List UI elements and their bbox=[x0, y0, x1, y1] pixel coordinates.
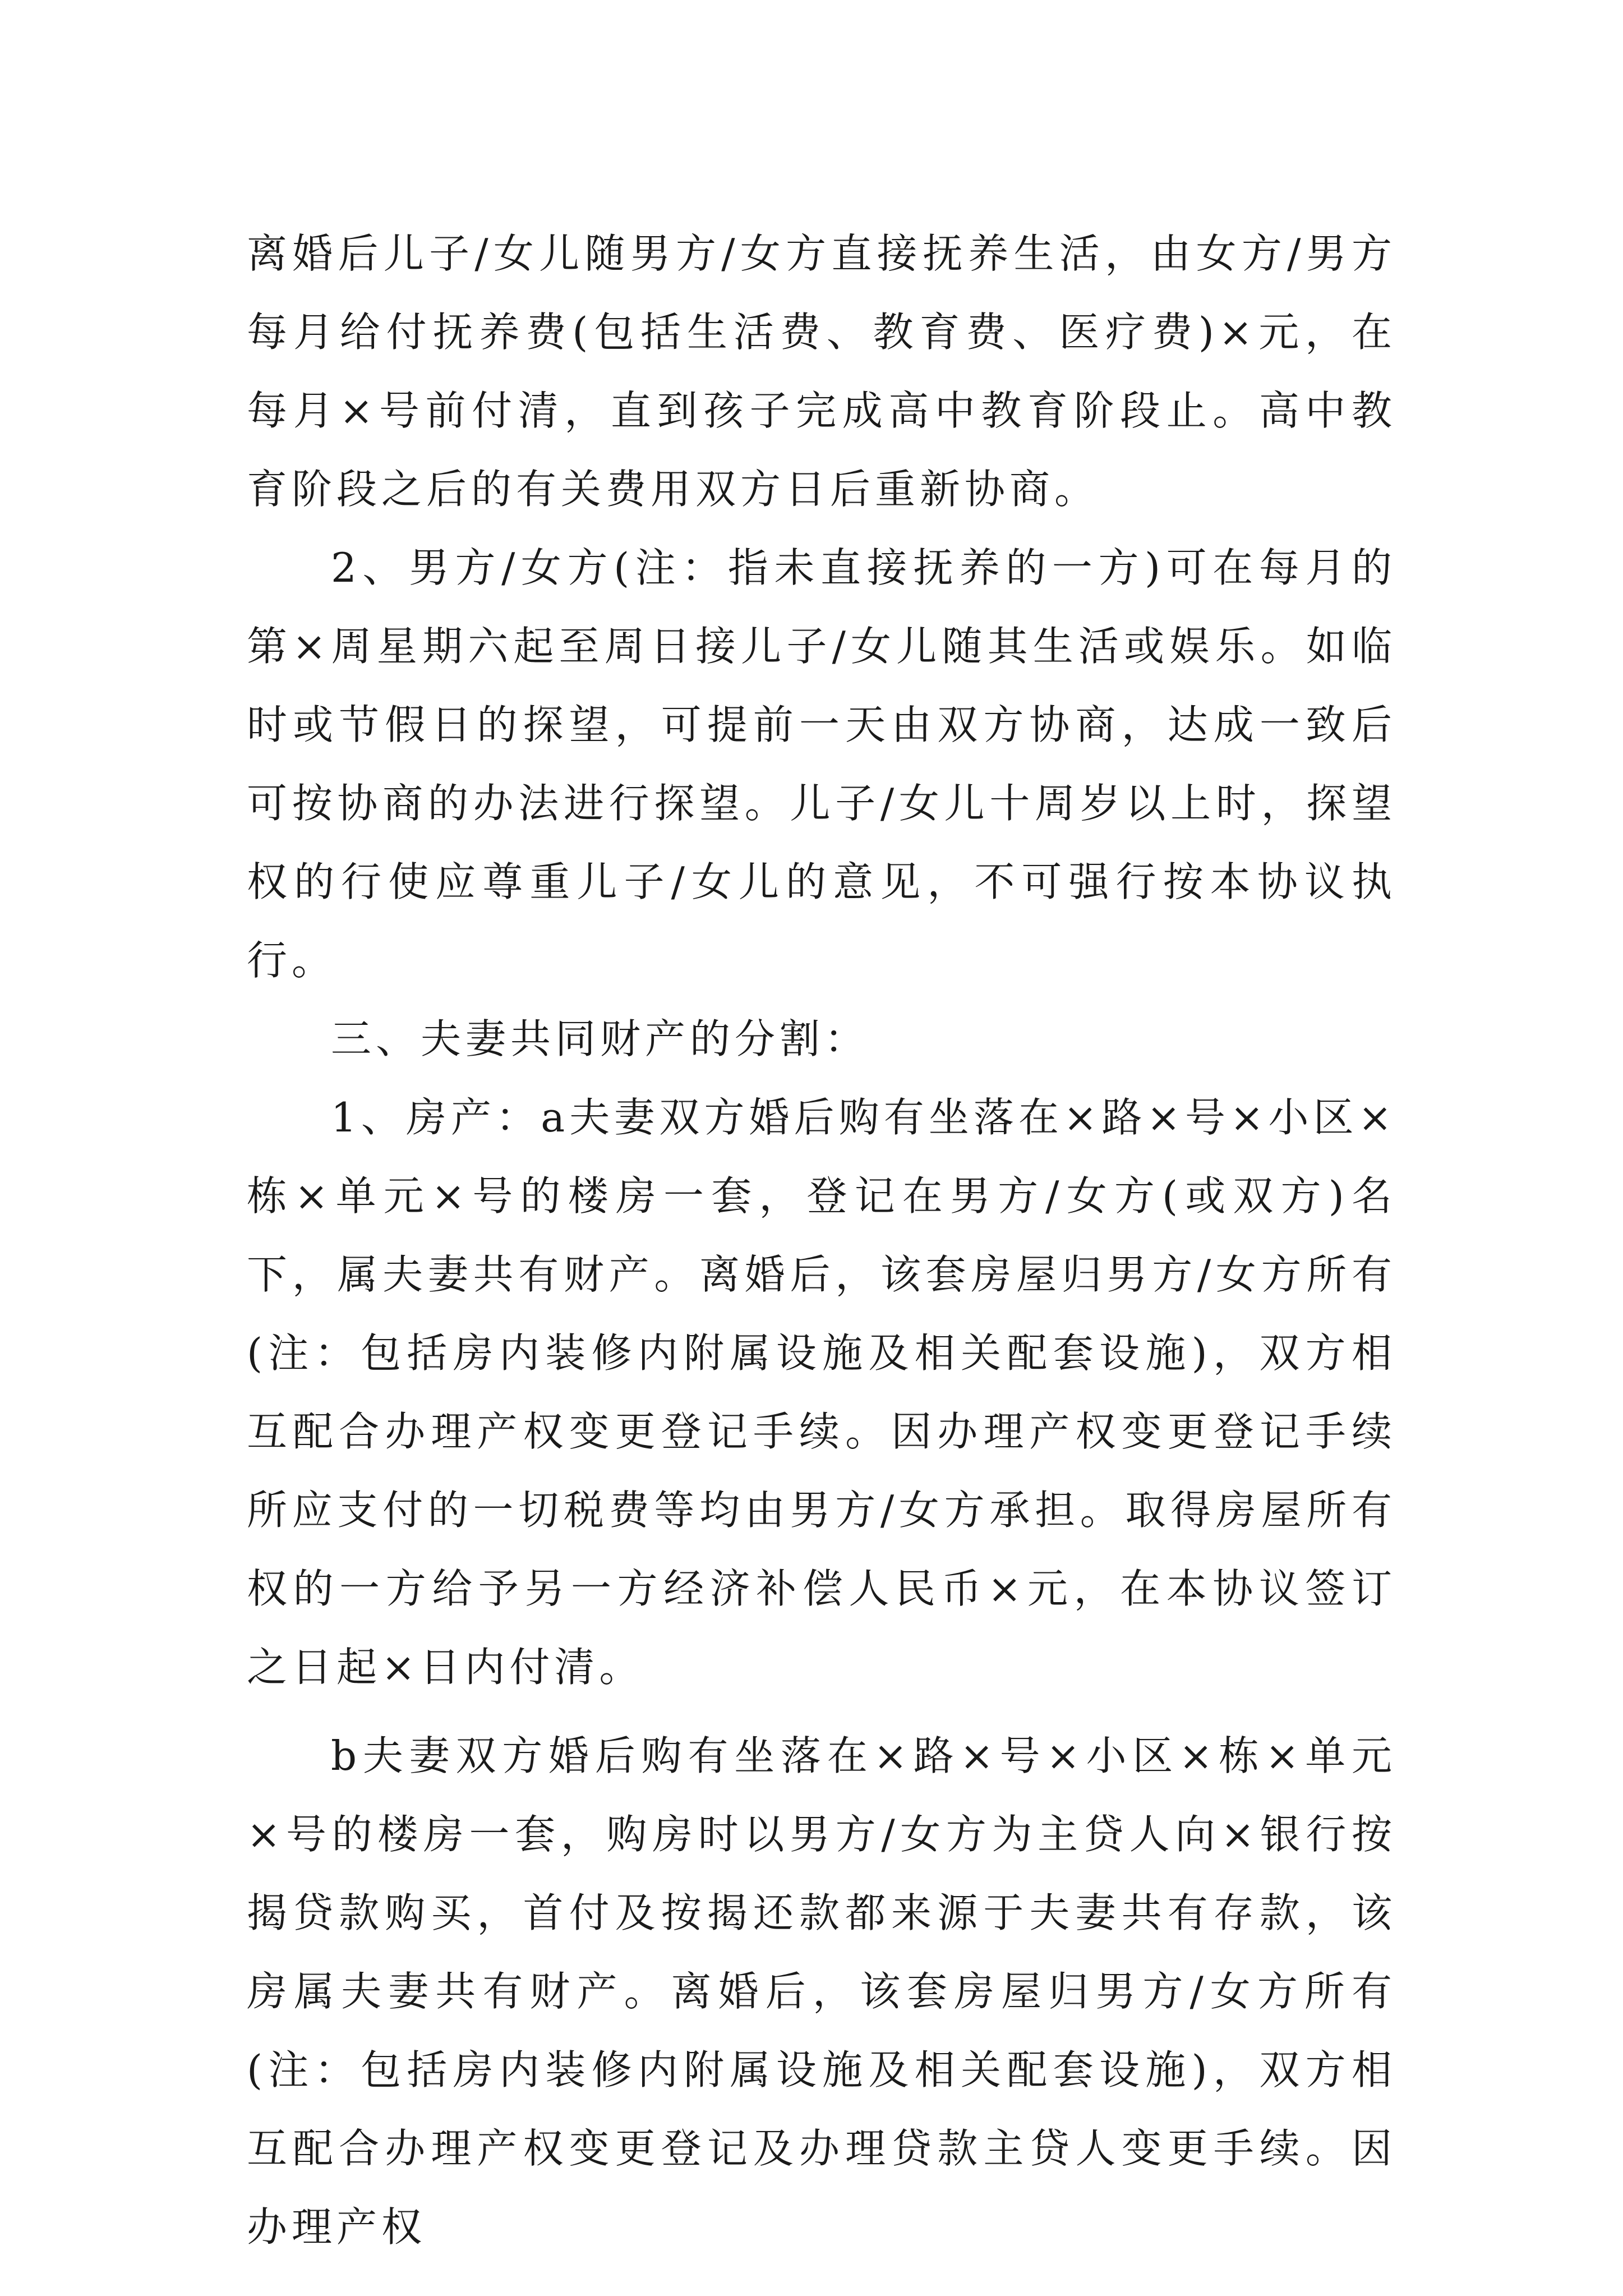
paragraph-real-estate-a: 1、房产：a夫妻双方婚后购有坐落在×路×号×小区×栋×单元×号的楼房一套，登记在男方/女方(或双方)名下，属夫妻共有财产。离婚后，该套房屋归男方/女方所有(注：包括房内装修内附属设施及相关配套设施)，双方相互配合办理产权变更登记手续。因办理产权变更登记手续所应支付的一切税费等均由男方/女方承担。取得房屋所有权的一方给予另一方经济补偿人民币×元，在本协议签订之日起×日内付清。 bbox=[247, 1094, 1396, 1691]
paragraph-real-estate-b: b夫妻双方婚后购有坐落在×路×号×小区×栋×单元×号的楼房一套，购房时以男方/女方为主贷人向×银行按揭贷款购买，首付及按揭还款都来源于夫妻共有存款，该房属夫妻共有财产。离婚后，该套房屋归男方/女方所有(注：包括房内装修内附属设施及相关配套设施)，双方相互配合办理产权变更登记及办理贷款主贷人变更手续。因办理产权 bbox=[247, 1732, 1396, 2251]
paragraph-child-support: 离婚后儿子/女儿随男方/女方直接抚养生活，由女方/男方每月给付抚养费(包括生活费、教育费、医疗费)×元，在每月×号前付清，直到孩子完成高中教育阶段止。高中教育阶段之后的有关费用双方日后重新协商。 bbox=[247, 230, 1396, 513]
paragraph-visitation-rights: 2、男方/女方(注：指未直接抚养的一方)可在每月的第×周星期六起至周日接儿子/女儿随其生活或娱乐。如临时或节假日的探望，可提前一天由双方协商，达成一致后可按协商的办法进行探望。儿子/女儿十周岁以上时，探望权的行使应尊重儿子/女儿的意见，不可强行按本协议执行。 bbox=[247, 544, 1396, 984]
document-body bbox=[247, 214, 1396, 2266]
section-heading-property-division: 三、夫妻共同财产的分割： bbox=[331, 1015, 870, 1062]
